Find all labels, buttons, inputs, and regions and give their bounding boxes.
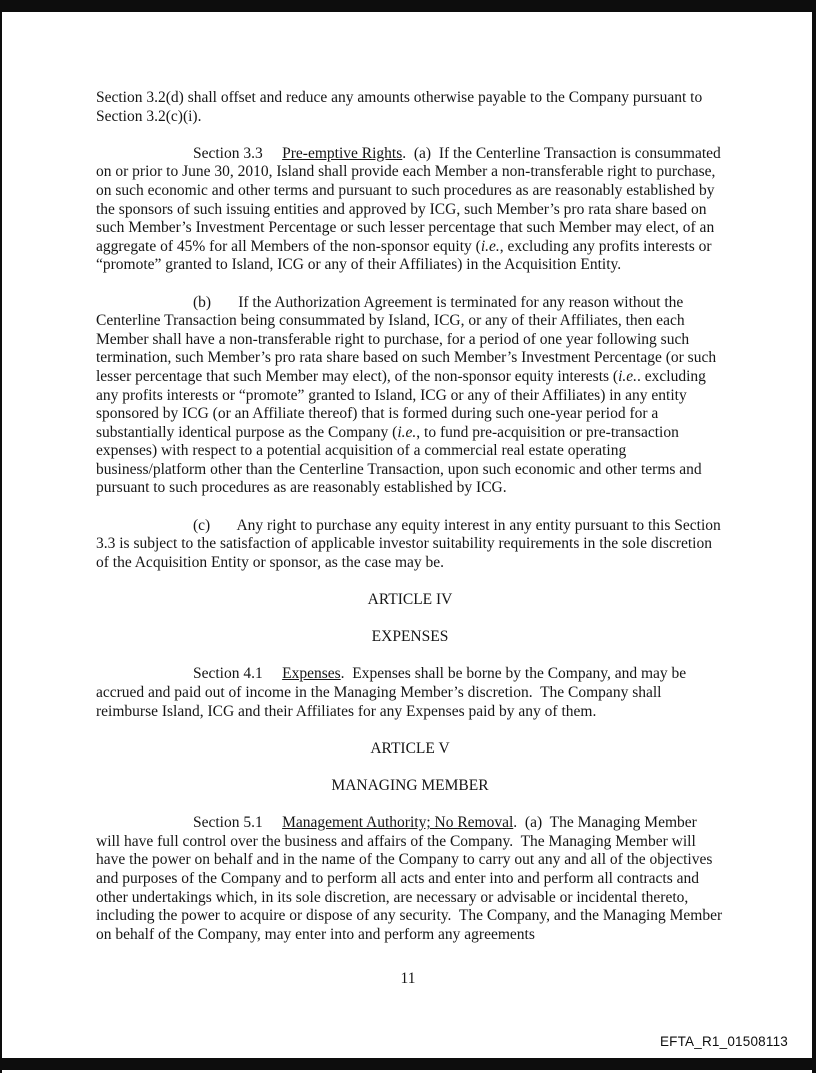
text-run: , excluding any profits interests or “promote” granted to Island, ICG or any of their Affiliates) in the Acquisition Entity.: [96, 237, 716, 274]
scan-border-left: [0, 0, 2, 1073]
text-run: ARTICLE IV: [367, 591, 453, 609]
heading: [96, 777, 724, 796]
text-run: . Expenses shall be borne by the Company, and may be accrued and paid out of income in the Managing Member’s discretion. The Company shall reimburse Island, ICG and their Affiliates for any Expenses paid by any of them.: [96, 665, 691, 720]
text-run: i.e.: [397, 423, 417, 441]
paragraph: [96, 89, 724, 126]
text-run: EXPENSES: [371, 628, 449, 646]
text-run: ARTICLE V: [370, 739, 450, 757]
text-run: . (a) If the Centerline Transaction is consummated on or prior to June 30, 2010, Island shall provide each Member a non-transferable right to purchase, on such economic and other terms and pursuant to such procedures as are reasonably established by the sponsors of such issuing entities and approved by ICG, such Member’s pro rata share based on such Member’s Investment Percentage or such lesser percentage that such Member may elect, of an aggregate of 45% for all Members of the non-sponsor equity (: [96, 144, 725, 255]
page-number: 11: [400, 970, 416, 987]
scan-border-right: [812, 0, 816, 1073]
text-run: Section 5.1: [193, 814, 283, 832]
section-title-text: Expenses: [282, 665, 341, 683]
paragraph: [96, 665, 724, 721]
text-run: (b) If the Authorization Agreement is terminated for any reason without the Centerline Transaction being consummated by Island, ICG, or any of their Affiliates, then each Member shall have a non-transferable right to purchase, for a period of one year following such termination, such Member’s pro rata share based on such Member’s Investment Percentage (or such lesser percentage that such Member may elect), of the non-sponsor equity interests (: [96, 293, 720, 385]
text-run: (c) Any right to purchase any equity interest in any entity pursuant to this Section 3.3 is subject to the satisfaction of applicable investor suitability requirements in the sole discretion of the Acquisition Entity or sponsor, as the case may be.: [96, 516, 725, 571]
text-run: Section 4.1: [193, 665, 283, 683]
document-body: [96, 89, 727, 963]
section-title-text: Pre-emptive Rights: [282, 144, 403, 162]
scan-border-top: [0, 0, 816, 12]
text-run: i.e.: [480, 237, 500, 255]
heading: [96, 628, 724, 647]
scan-border-bottom: [0, 1058, 816, 1070]
text-run: . (a) The Managing Member will have full control over the business and affairs of the Company. The Managing Member will have the power on behalf and in the name of the Company to carry out any and all of the objectives and purposes of the Company and to perform all acts and enter into and perform all contracts and other undertakings which, in its sole discretion, are necessary or advisable or incidental thereto, including the power to acquire or dispose of any security. The Company, and the Managing Member on behalf of the Company, may enter into and perform any agreements: [96, 814, 727, 943]
paragraph: [96, 517, 724, 573]
paragraph: [96, 294, 724, 499]
heading: [96, 740, 724, 759]
bates-number: EFTA_R1_01508113: [659, 1034, 788, 1049]
text-run: Section 3.2(d) shall offset and reduce any amounts otherwise payable to the Company pursuant to Section 3.2(c)(i).: [96, 89, 707, 125]
text-run: , to fund pre-acquisition or pre-transaction expenses) with respect to a potential acquisition of a commercial real estate operating business/platform other than the Centerline Transaction, upon such economic and other terms and pursuant to such procedures as are reasonably established by ICG.: [96, 423, 706, 497]
text-run: Section 3.3: [193, 144, 283, 162]
text-run: . excluding any profits interests or “promote” granted to Island, ICG or any of their Affiliates) in any entity sponsored by ICG (or an Affiliate thereof) that is formed during such one-year period for a substantially identical purpose as the Company (: [96, 367, 710, 441]
text-run: i.e.: [618, 367, 638, 385]
paragraph: [96, 145, 724, 275]
paragraph: [96, 814, 727, 944]
heading: [96, 591, 724, 610]
text-run: MANAGING MEMBER: [331, 776, 489, 794]
section-title-text: Management Authority; No Removal: [282, 814, 514, 832]
